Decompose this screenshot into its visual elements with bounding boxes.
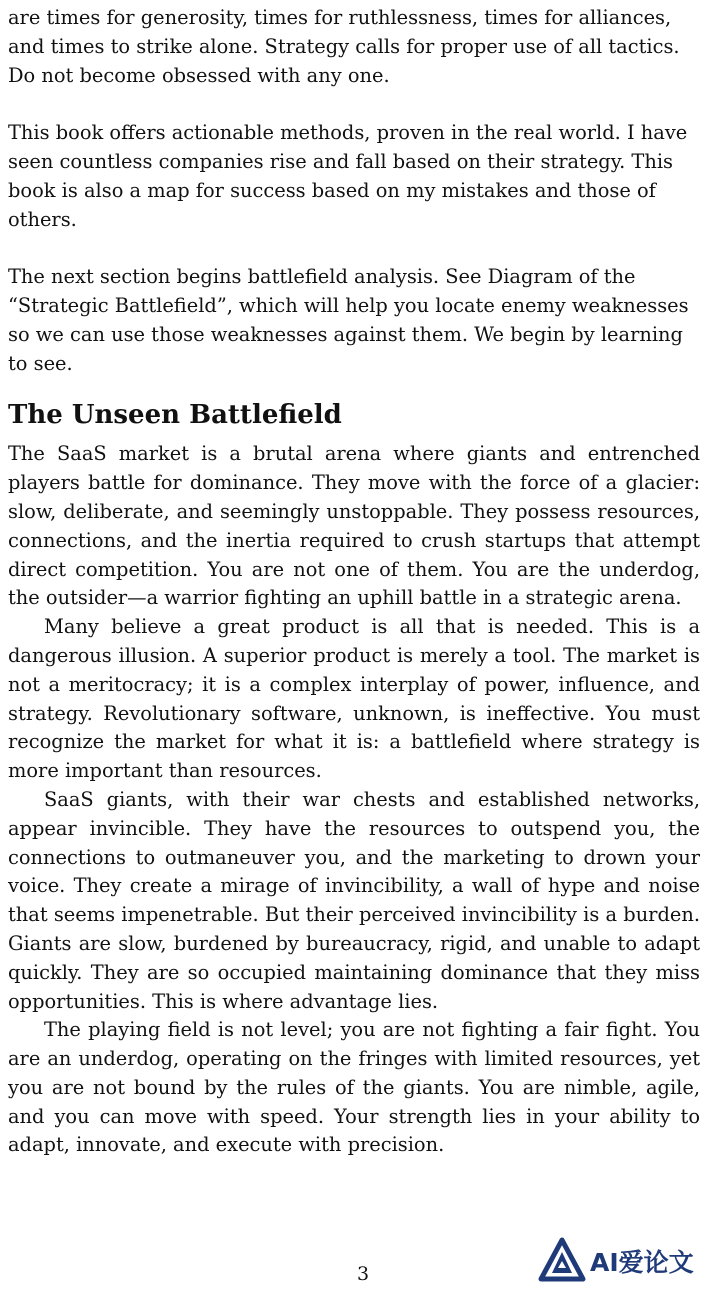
body-paragraph-3: SaaS giants, with their war chests and established networks, appear invincible. They have the resources to outspend you, the connections to outmaneuver you, and the marketing to drown your voice. They create a mirage of invincibility, a wall of hype and noise that seems impenetrable. But their perceived invincibility is a burden. Giants are slow, burdened by bureaucracy, rigid, and unable to adapt quickly. They are so occupied maintaining dominance that they miss opportunities. This is where advantage lies. [8, 787, 700, 1013]
triangle-a-logo-icon [538, 1237, 586, 1285]
body-paragraph-2: Many believe a great product is all that is needed. This is a dangerous illusion. A superior product is merely a tool. The market is not a meritocracy; it is a complex interplay of power, influence, and strategy. Revolutionary software, unknown, is ineffective. You must recognize the market for what it is: a battlefield where strategy is more important than resources. [8, 615, 700, 783]
intro-paragraph-3: The next section begins battlefield analysis. See Diagram of the “Strategic Battlefield”, which will help you locate enemy weaknesses so we can use those weaknesses against them. We begin by learning to see. [8, 265, 689, 375]
watermark-text: AI爱论文 [590, 1248, 694, 1277]
watermark [538, 1236, 718, 1286]
document-page [8, 4, 700, 1160]
section-heading: The Unseen Battlefield [8, 400, 342, 431]
intro-paragraph-2: This book offers actionable methods, proven in the real world. I have seen countless companies rise and fall based on their strategy. This book is also a map for success based on my mistakes and those of others. [8, 121, 688, 231]
page-number: 3 [356, 1263, 370, 1285]
intro-paragraph-1: are times for generosity, times for ruthlessness, times for alliances, and times to strike alone. Strategy calls for proper use of all tactics. Do not become obsessed with any one. [8, 6, 680, 87]
body-paragraph-1: The SaaS market is a brutal arena where giants and entrenched players battle for dominance. They move with the force of a glacier: slow, deliberate, and seemingly unstoppable. They possess resources, connections, and the inertia required to crush startups that attempt direct competition. You are not one of them. You are the underdog, the outsider—a warrior fighting an uphill battle in a strategic arena. [8, 442, 700, 610]
body-paragraph-4: The playing field is not level; you are not fighting a fair fight. You are an underdog, operating on the fringes with limited resources, yet you are not bound by the rules of the giants. You are nimble, agile, and you can move with speed. Your strength lies in your ability to adapt, innovate, and execute with precision. [8, 1018, 700, 1157]
